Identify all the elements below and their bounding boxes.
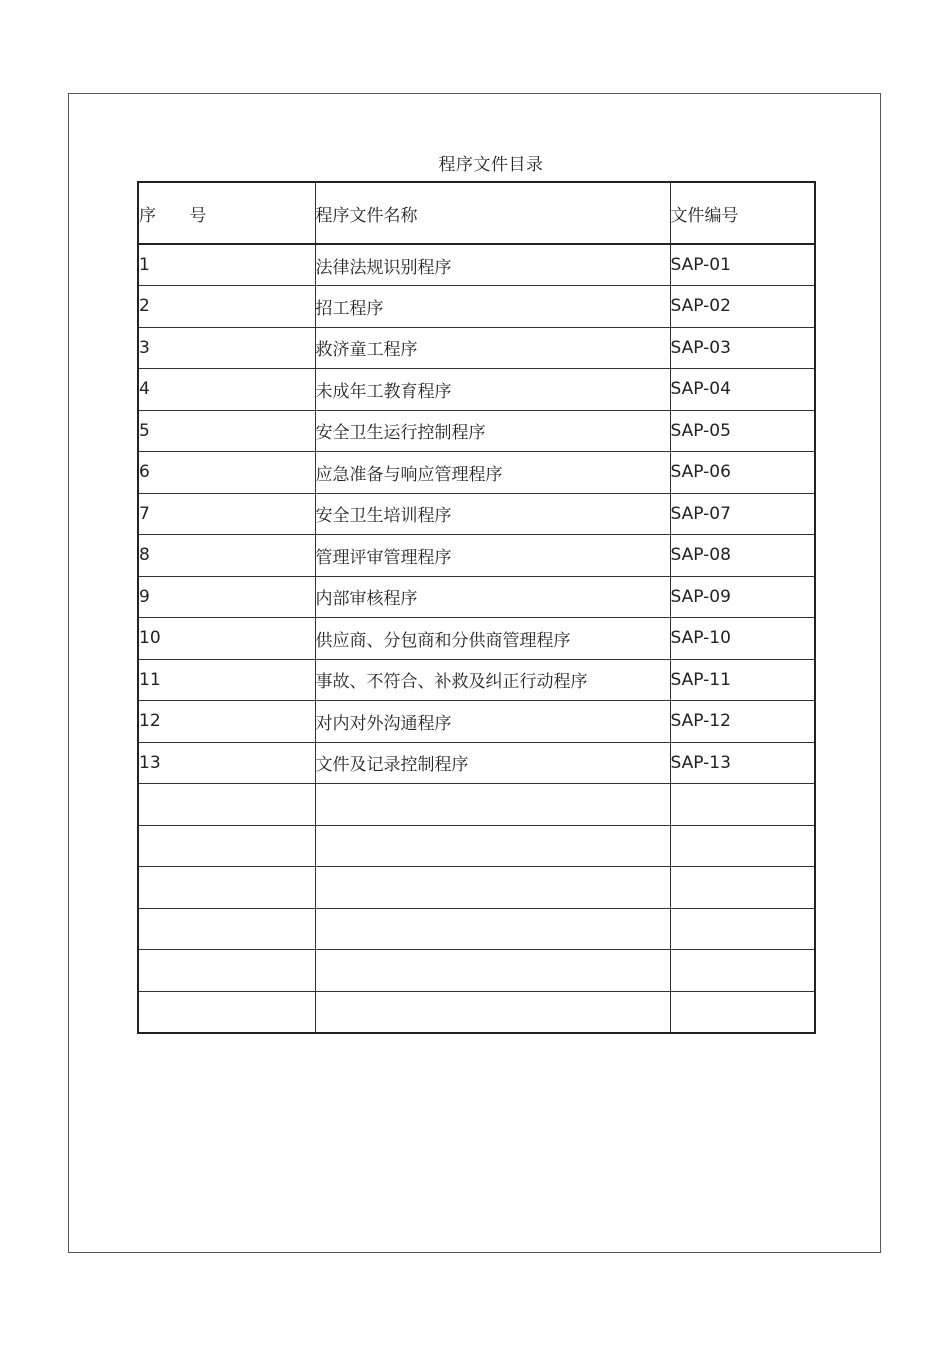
cell-serial-number: 7 bbox=[138, 493, 315, 535]
cell-document-code bbox=[670, 825, 815, 867]
cell-procedure-name bbox=[315, 991, 670, 1033]
cell-serial-number: 5 bbox=[138, 410, 315, 452]
cell-document-code: SAP-12 bbox=[670, 701, 815, 743]
cell-serial-number: 4 bbox=[138, 369, 315, 411]
table-row bbox=[138, 825, 815, 867]
cell-document-code: SAP-10 bbox=[670, 618, 815, 660]
cell-procedure-name: 安全卫生培训程序 bbox=[315, 493, 670, 535]
table-row bbox=[138, 244, 815, 286]
cell-document-code: SAP-01 bbox=[670, 244, 815, 286]
cell-procedure-name: 招工程序 bbox=[315, 286, 670, 328]
cell-procedure-name: 对内对外沟通程序 bbox=[315, 701, 670, 743]
cell-serial-number bbox=[138, 784, 315, 826]
cell-serial-number bbox=[138, 908, 315, 950]
table-row bbox=[138, 369, 815, 411]
cell-procedure-name: 管理评审管理程序 bbox=[315, 535, 670, 577]
table-row bbox=[138, 784, 815, 826]
cell-procedure-name: 安全卫生运行控制程序 bbox=[315, 410, 670, 452]
cell-serial-number: 1 bbox=[138, 244, 315, 286]
page-title: 程序文件目录 bbox=[438, 155, 544, 175]
table-header-row bbox=[138, 182, 815, 244]
cell-document-code: SAP-11 bbox=[670, 659, 815, 701]
cell-document-code: SAP-06 bbox=[670, 452, 815, 494]
table-row bbox=[138, 618, 815, 660]
cell-document-code bbox=[670, 908, 815, 950]
cell-serial-number bbox=[138, 867, 315, 909]
table-row bbox=[138, 950, 815, 992]
cell-procedure-name bbox=[315, 784, 670, 826]
cell-serial-number: 3 bbox=[138, 327, 315, 369]
cell-document-code: SAP-08 bbox=[670, 535, 815, 577]
cell-serial-number bbox=[138, 950, 315, 992]
procedure-catalog-table bbox=[137, 181, 816, 1034]
cell-document-code bbox=[670, 950, 815, 992]
cell-document-code bbox=[670, 784, 815, 826]
cell-document-code: SAP-04 bbox=[670, 369, 815, 411]
cell-serial-number: 13 bbox=[138, 742, 315, 784]
cell-procedure-name: 事故、不符合、补救及纠正行动程序 bbox=[315, 659, 670, 701]
cell-procedure-name: 救济童工程序 bbox=[315, 327, 670, 369]
cell-procedure-name: 供应商、分包商和分供商管理程序 bbox=[315, 618, 670, 660]
cell-serial-number: 11 bbox=[138, 659, 315, 701]
table-row bbox=[138, 908, 815, 950]
cell-serial-number bbox=[138, 825, 315, 867]
header-document-code: 文件编号 bbox=[670, 182, 815, 244]
table-row bbox=[138, 701, 815, 743]
table-row bbox=[138, 576, 815, 618]
cell-procedure-name: 未成年工教育程序 bbox=[315, 369, 670, 411]
cell-document-code bbox=[670, 991, 815, 1033]
table-row bbox=[138, 659, 815, 701]
cell-serial-number: 2 bbox=[138, 286, 315, 328]
cell-document-code: SAP-03 bbox=[670, 327, 815, 369]
cell-document-code: SAP-05 bbox=[670, 410, 815, 452]
cell-procedure-name bbox=[315, 950, 670, 992]
cell-procedure-name: 文件及记录控制程序 bbox=[315, 742, 670, 784]
cell-procedure-name bbox=[315, 867, 670, 909]
table-row bbox=[138, 493, 815, 535]
table-row bbox=[138, 535, 815, 577]
cell-document-code: SAP-09 bbox=[670, 576, 815, 618]
cell-procedure-name: 法律法规识别程序 bbox=[315, 244, 670, 286]
header-serial-number: 序 号 bbox=[138, 182, 315, 244]
cell-document-code: SAP-02 bbox=[670, 286, 815, 328]
cell-serial-number: 10 bbox=[138, 618, 315, 660]
table-row bbox=[138, 742, 815, 784]
cell-document-code bbox=[670, 867, 815, 909]
cell-procedure-name: 应急准备与响应管理程序 bbox=[315, 452, 670, 494]
table-row bbox=[138, 410, 815, 452]
cell-serial-number: 6 bbox=[138, 452, 315, 494]
table-row bbox=[138, 867, 815, 909]
header-procedure-name: 程序文件名称 bbox=[315, 182, 670, 244]
cell-document-code: SAP-07 bbox=[670, 493, 815, 535]
cell-document-code: SAP-13 bbox=[670, 742, 815, 784]
table-row bbox=[138, 991, 815, 1033]
cell-serial-number: 9 bbox=[138, 576, 315, 618]
table-row bbox=[138, 452, 815, 494]
cell-procedure-name bbox=[315, 825, 670, 867]
table-row bbox=[138, 327, 815, 369]
cell-serial-number: 8 bbox=[138, 535, 315, 577]
cell-procedure-name: 内部审核程序 bbox=[315, 576, 670, 618]
cell-procedure-name bbox=[315, 908, 670, 950]
table-row bbox=[138, 286, 815, 328]
cell-serial-number: 12 bbox=[138, 701, 315, 743]
cell-serial-number bbox=[138, 991, 315, 1033]
